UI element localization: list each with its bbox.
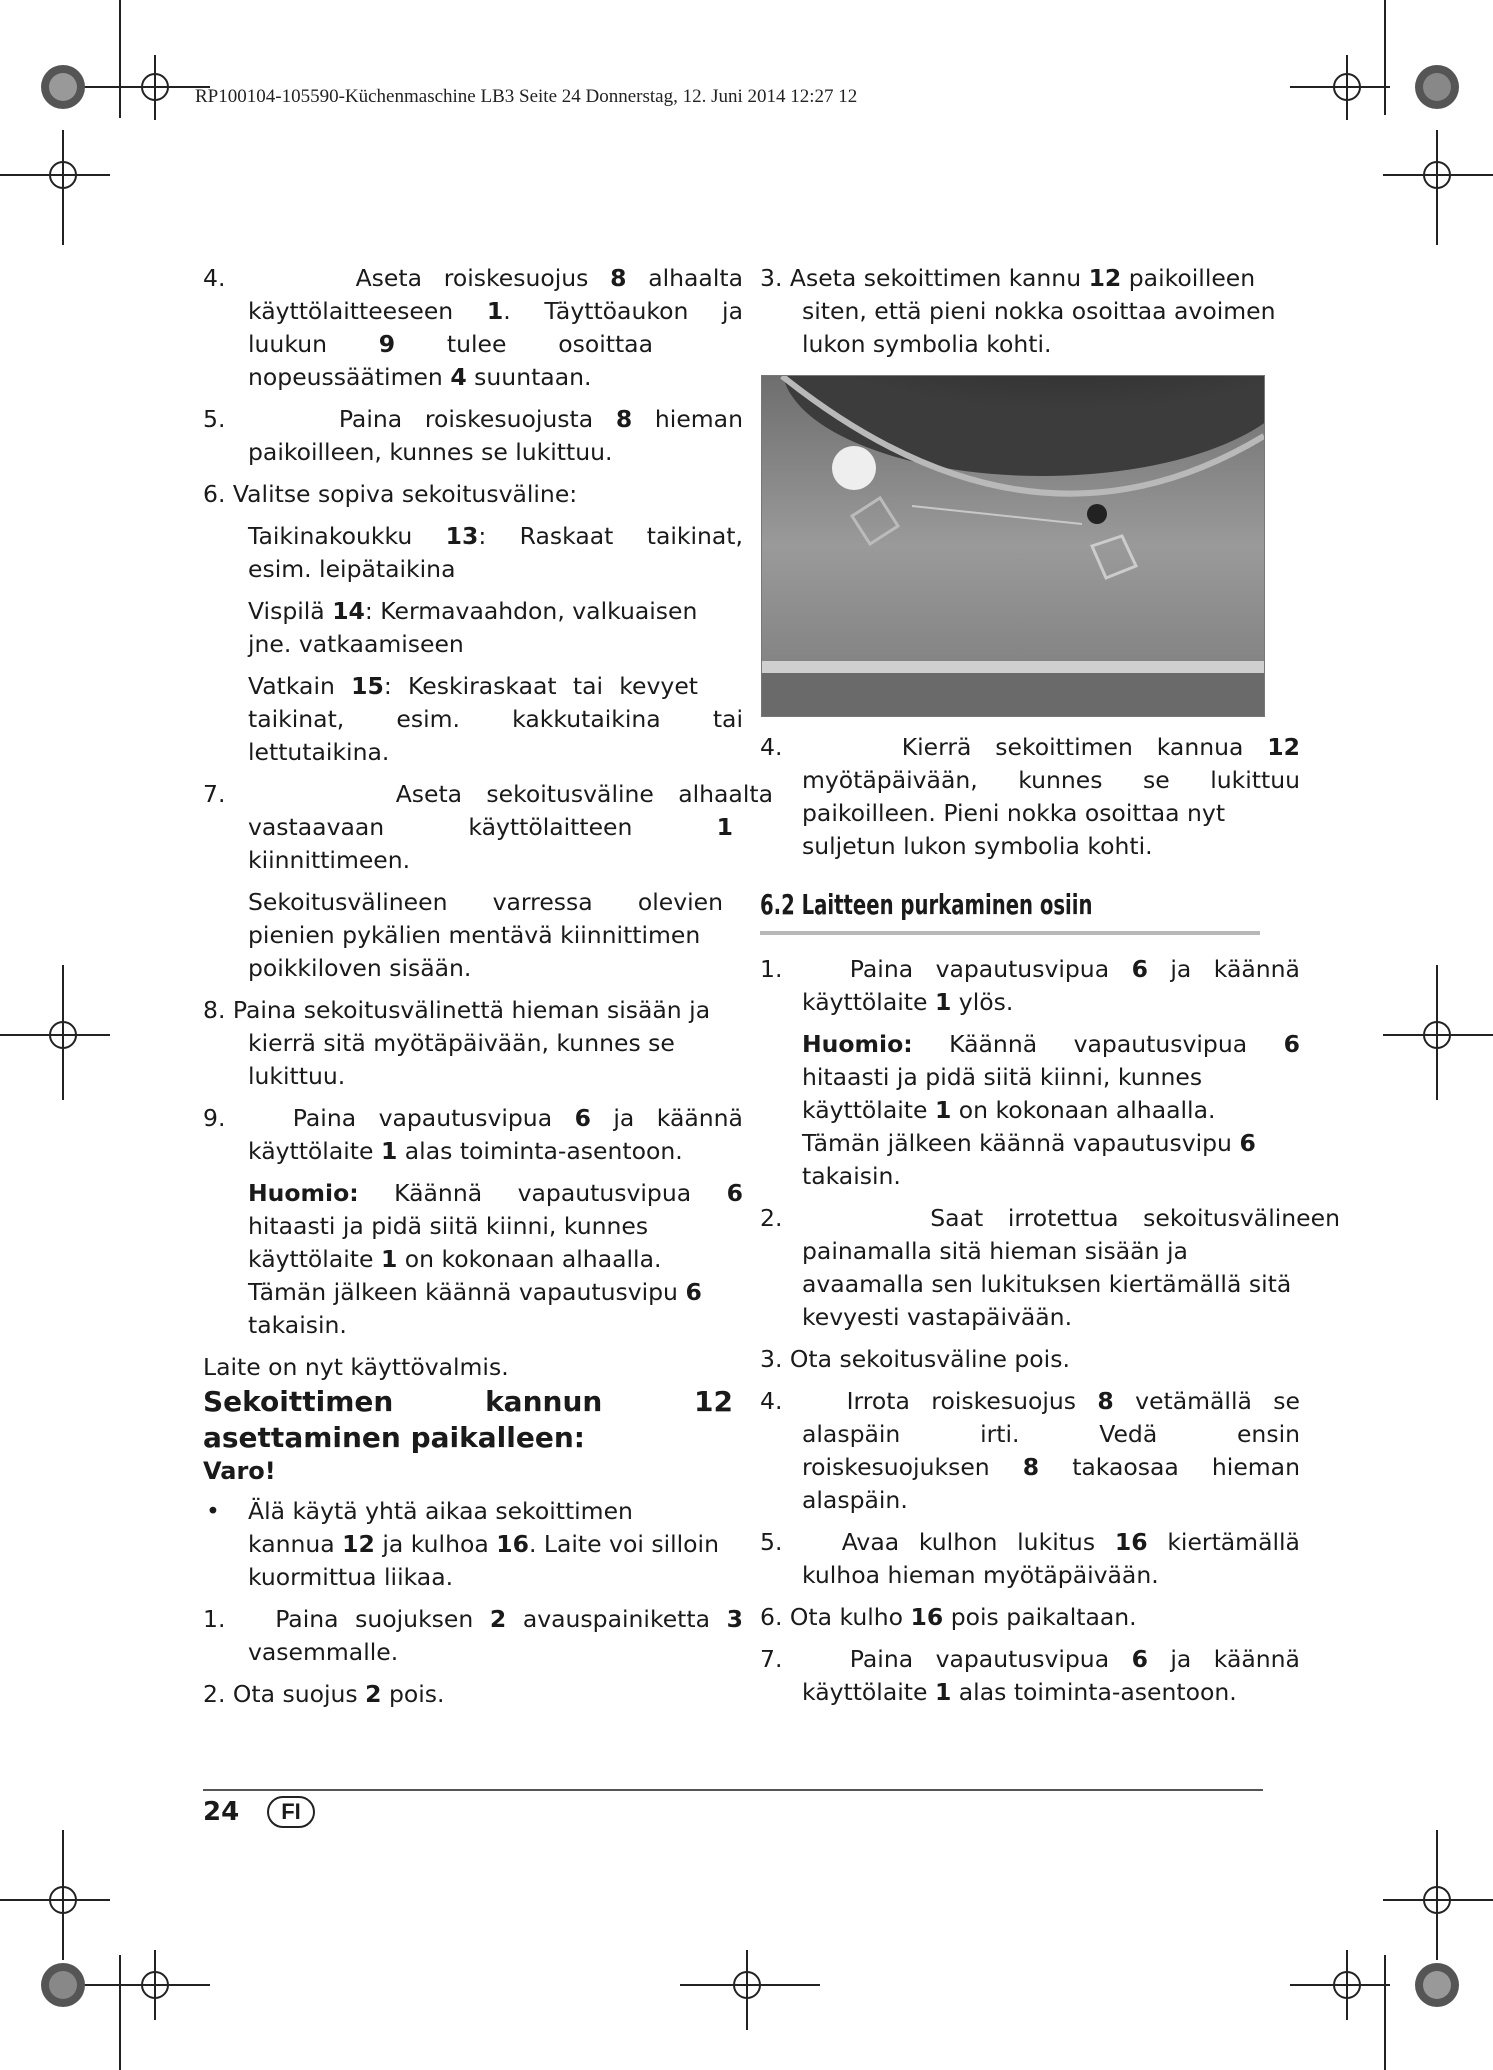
warning-bullet: • Älä käytä yhtä aikaa sekoittimen bbox=[206, 1497, 633, 1525]
tool-dough-hook: Taikinakoukku 13: Raskaat taikinat, bbox=[248, 522, 743, 550]
disassembly-step-7: 7. Paina vapautusvipua 6 ja käännä bbox=[760, 1645, 1300, 1673]
note-caution: Huomio: Käännä vapautusvipua 6 bbox=[248, 1179, 743, 1207]
section-title-disassembly: 6.2 Laitteen purkaminen osiin bbox=[760, 888, 1093, 921]
disassembly-note: Huomio: Käännä vapautusvipua 6 bbox=[802, 1030, 1300, 1058]
step-6: 6. Valitse sopiva sekoitusväline: bbox=[203, 480, 578, 508]
step-5: 5. Paina roiskesuojusta 8 hieman bbox=[203, 405, 743, 433]
left-column: 4. Aseta roiskesuojus 8 alhaalta käyttölaitteeseen 1. Täyttöaukon ja luukun 9 tulee osoittaa nopeussäätimen 4 suuntaan. 5. Paina roiskesuojusta 8 hieman paikoilleen, kunnes se lukittuu. 6. Valitse sopiva sekoitusväline: Taikinakoukku 13: Raskaat taikinat, esim. leipätaikina Vispilä 14: Kermavaahdon, valkuaisen jne. vatkaamiseen Vatkain 15: Keskiraskaat tai kevyet taikinat, esim. kakkutaikina tai lettutaikina. 7. Aseta sekoitusväline alhaalta vastaavaan käyttölaitteen 1 kiinnittimeen. Sekoitusvälineen varressa olevien pienien pykälien mentävä kiinnittimen poikkiloven sisään. 8. Paina sekoitusvälinettä hieman sisään ja kierrä sitä myötäpäivään, kunnes se lukittuu. 9. Paina vapautusvipua 6 ja käännä käyttölaite 1 alas toiminta-asentoon. Huomio: Käännä vapautusvipua 6 hitaasti ja pidä siitä kiinni, kunnes käyttölaite 1 on kokonaan alhaalla. Tämän jälkeen käännä vapautusvipu 6 takaisin. Laite on nyt käyttövalmis. Sekoittimen kannun 12 asettaminen paikalleen: Varo! • Älä käytä yhtä aikaa sekoittimen kannua 12 ja kulhoa 16. Laite voi silloin kuormittua liikaa. 1. Paina suojuksen 2 avauspainiketta 3 vasemmalle. 2. Ota suojus 2 pois. bbox=[203, 262, 743, 1711]
tool-whisk: Vispilä 14: Kermavaahdon, valkuaisen bbox=[248, 597, 698, 625]
warning-label: Varo! bbox=[203, 1457, 276, 1485]
jug-step-4: 4. Kierrä sekoittimen kannua 12 bbox=[760, 733, 1300, 761]
disassembly-step-4: 4. Irrota roiskesuojus 8 vetämällä se bbox=[760, 1387, 1300, 1415]
tool-beater: Vatkain 15: Keskiraskaat tai kevyet bbox=[248, 672, 698, 700]
step-9: 9. Paina vapautusvipua 6 ja käännä bbox=[203, 1104, 743, 1132]
page-number: 24 bbox=[203, 1797, 240, 1827]
print-slug: RP100104-105590-Küchenmaschine LB3 Seite 24 Donnerstag, 12. Juni 2014 12:27 12 bbox=[195, 86, 858, 107]
product-photo bbox=[761, 375, 1265, 717]
section-heading-jug: Sekoittimen kannun 12 bbox=[203, 1385, 734, 1418]
disassembly-step-1: 1. Paina vapautusvipua 6 ja käännä bbox=[760, 955, 1300, 983]
disassembly-step-3: 3. Ota sekoitusväline pois. bbox=[760, 1345, 1070, 1373]
section-rule bbox=[760, 931, 1260, 935]
ready-text: Laite on nyt käyttövalmis. bbox=[203, 1353, 509, 1381]
right-column: 3. Aseta sekoittimen kannu 12 paikoilleen siten, että pieni nokka osoittaa avoimen lukon symbolia kohti. 4. Kierrä sekoittimen kannua 12 myötäpäivään, kunnes se lukittuu paikoilleen. Pieni nokka osoittaa nyt suljetun lukon symbolia kohti. 6.2 Laitteen purkaminen osiin 1. Paina vapautusvipua 6 ja käännä käyttölaite 1 ylös. Huomio: Käännä vapautusvipua 6 hitaasti ja pidä siitä kiinni, kunnes käyttölaite 1 on kokonaan alhaalla. Tämän jälkeen käännä vapautusvipu 6 takaisin. 2. Saat irrotettua sekoitusvälineen painamalla sitä hieman sisään ja avaamalla sen lukituksen kiertämällä sitä kevyesti vastapäivään. 3. Ota sekoitusväline pois. 4. Irrota roiskesuojus 8 vetämällä se alaspäin irti. Vedä ensin roiskesuojuksen 8 takaosaa hieman alaspäin. 5. Avaa kulhon lukitus 16 kiertämällä kulhoa hieman myötäpäivään. 6. Ota kulho 16 pois paikaltaan. 7. Paina vapautusvipua 6 ja käännä käyttölaite 1 alas toiminta-asentoon. bbox=[760, 262, 1300, 1709]
step-7-note: Sekoitusvälineen varressa olevien bbox=[248, 888, 723, 916]
jug-step-3: 3. Aseta sekoittimen kannu 12 paikoilleen bbox=[760, 264, 1256, 292]
step-7: 7. Aseta sekoitusväline alhaalta bbox=[203, 780, 773, 808]
disassembly-step-6: 6. Ota kulho 16 pois paikaltaan. bbox=[760, 1603, 1137, 1631]
disassembly-step-2: 2. Saat irrotettua sekoitusvälineen bbox=[760, 1204, 1340, 1232]
jug-step-1: 1. Paina suojuksen 2 avauspainiketta 3 bbox=[203, 1605, 743, 1633]
step-8: 8. Paina sekoitusvälinettä hieman sisään ja bbox=[203, 996, 711, 1024]
jug-step-2: 2. Ota suojus 2 pois. bbox=[203, 1680, 445, 1708]
disassembly-step-5: 5. Avaa kulhon lukitus 16 kiertämällä bbox=[760, 1528, 1300, 1556]
language-badge: FI bbox=[267, 1796, 315, 1828]
footer-rule bbox=[203, 1789, 1263, 1791]
step-4: 4. Aseta roiskesuojus 8 alhaalta bbox=[203, 264, 743, 292]
